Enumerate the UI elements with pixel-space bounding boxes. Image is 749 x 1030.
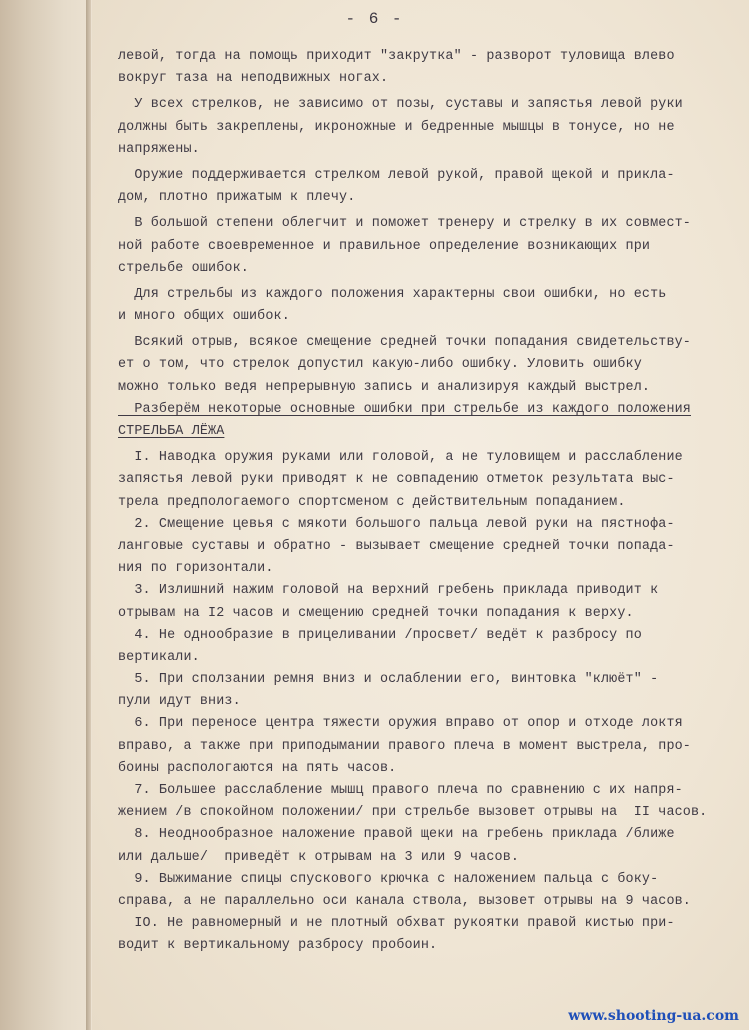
text-line: 9. Выжимание спицы спускового крючка с наложением пальца с боку-	[118, 871, 659, 887]
text-line: запястья левой руки приводят к не совпадению отметок результата выс-	[118, 472, 675, 488]
text-line: ет о том, что стрелок допустил какую-либо ошибку. Уловить ошибку	[118, 357, 642, 373]
text-line: 6. При переносе центра тяжести оружия вправо от опор и отходе локтя	[118, 716, 683, 732]
text-line: и много общих ошибок.	[118, 309, 290, 325]
text-line: вертикали.	[118, 649, 200, 665]
text-line: У всех стрелков, не зависимо от позы, суставы и запястья левой руки	[118, 97, 683, 113]
text-line: пули идут вниз.	[118, 694, 241, 710]
text-line: ния по горизонтали.	[118, 561, 274, 577]
text-line: ланговые суставы и обратно - вызывает смещение средней точки попада-	[118, 538, 675, 554]
text-line: вправо, а также при приподымании правого плеча в момент выстрела, про-	[118, 738, 691, 754]
text-line: или дальше/ приведёт к отрывам на 3 или 9 часов.	[118, 849, 520, 865]
text-line: боины распологаются на пять часов.	[118, 760, 397, 776]
text-line: 4. Не однообразие в прицеливании /просвет/ ведёт к разбросу по	[118, 627, 642, 643]
text-line: 3. Излишний нажим головой на верхний гребень приклада приводит к	[118, 583, 659, 599]
text-line: 8. Неоднообразное наложение правой щеки на гребень приклада /ближе	[118, 827, 675, 843]
text-line: можно только ведя непрерывную запись и анализируя каждый выстрел.	[118, 379, 651, 395]
text-line: 5. При сползании ремня вниз и ослаблении его, винтовка "клюёт" -	[118, 672, 659, 688]
text-line: жением /в спокойном положении/ при стрельбе вызовет отрывы на II часов.	[118, 805, 708, 821]
text-line: Оружие поддерживается стрелком левой рукой, правой щекой и прикла-	[118, 167, 675, 183]
text-line: I. Наводка оружия руками или головой, а не туловищем и расслабление	[118, 450, 683, 466]
book-binding	[0, 0, 92, 1030]
text-line: должны быть закреплены, икроножные и бедренные мышцы в тонусе, но не	[118, 119, 675, 135]
text-line: водит к вертикальному разбросу пробоин.	[118, 938, 438, 954]
page-number: - 6 -	[345, 10, 404, 28]
text-line: трела предпологаемого спортсменом с действительным попаданием.	[118, 494, 626, 510]
text-line: В большой степени облегчит и поможет тренеру и стрелку в их совмест-	[118, 216, 691, 232]
text-line: стрельбе ошибок.	[118, 260, 249, 276]
text-line: Для стрельбы из каждого положения характерны свои ошибки, но есть	[118, 286, 667, 302]
text-line: левой, тогда на помощь приходит "закрутка" - разворот туловища влево	[118, 49, 675, 64]
text-line: справа, а не параллельно оси канала ствола, вызовет отрывы на 9 часов.	[118, 893, 691, 909]
text-line: дом, плотно прижатым к плечу.	[118, 190, 356, 206]
text-line: ной работе своевременное и правильное определение возникающих при	[118, 238, 651, 254]
page-text	[118, 46, 748, 958]
section-heading: СТРЕЛЬБА ЛЁЖА	[118, 424, 225, 439]
text-line: напряжены.	[118, 141, 200, 157]
text-line: отрывам на I2 часов и смещению средней точки попадания к верху.	[118, 605, 634, 621]
site-watermark: www.shooting-ua.com	[568, 1008, 739, 1024]
text-line: 2. Смещение цевья с мякоти большого пальца левой руки на пястнофа-	[118, 516, 675, 532]
text-line: IO. Не равномерный и не плотный обхват рукоятки правой кистью при-	[118, 916, 675, 932]
text-line: 7. Большее расслабление мышц правого плеча по сравнению с их напря-	[118, 783, 683, 798]
text-line: Разберём некоторые основные ошибки при стрельбе из каждого положения	[118, 401, 691, 417]
text-line: вокруг таза на неподвижных ногах.	[118, 71, 389, 87]
text-line: Всякий отрыв, всякое смещение средней точки попадания свидетельству-	[118, 335, 691, 351]
binding-edge	[86, 0, 91, 1030]
